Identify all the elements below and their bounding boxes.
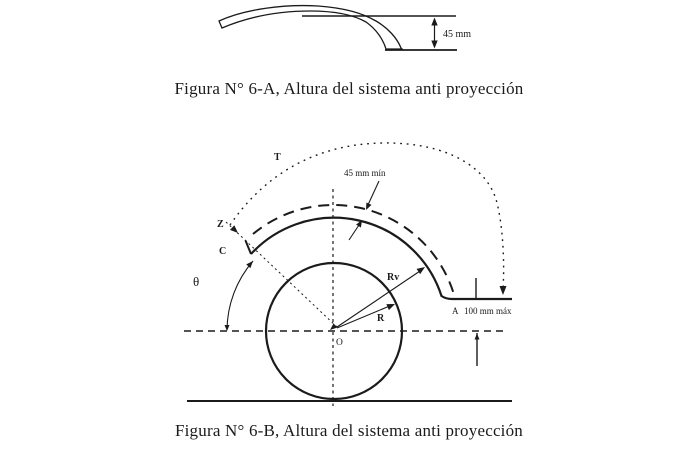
arrow-up-icon: [431, 18, 437, 26]
point-c-label: C: [219, 246, 227, 257]
edge-height-dimension-label: 100 mm máx: [464, 306, 512, 316]
point-z-label: Z: [217, 219, 224, 230]
point-a-label: A: [452, 306, 459, 316]
edge-height-arrow-icon: [475, 334, 480, 340]
angle-label: θ: [193, 274, 200, 289]
angle-base-arrow-icon: [225, 325, 230, 331]
trajectory-label: T: [274, 152, 281, 163]
figure-a-caption: Figura N° 6-A, Altura del sistema anti proyección: [174, 79, 524, 98]
mudguard-profile: [219, 6, 402, 49]
trajectory-arrow-icon: [500, 286, 507, 295]
angle-arc: [227, 261, 253, 330]
radius-valance-label: Rv: [387, 272, 400, 283]
offset-leader-upper: [367, 181, 379, 207]
center-label: O: [336, 338, 343, 348]
figure-b-caption: Figura N° 6-B, Altura del sistema anti proyección: [174, 421, 524, 440]
radius-wheel-label: R: [377, 313, 385, 324]
mudguard-arc: [251, 218, 512, 299]
height-dimension-label: 45 mm: [443, 29, 472, 40]
mudguard-end-cap: [246, 241, 252, 255]
angle-arc-arrow-icon: [246, 259, 255, 268]
arrow-down-icon: [431, 41, 437, 49]
figure-b-drawing: [184, 143, 512, 406]
figure-a-drawing: [219, 6, 471, 50]
trajectory-dotted-curve: [230, 143, 504, 289]
offset-dimension-label: 45 mm mín: [344, 168, 386, 178]
